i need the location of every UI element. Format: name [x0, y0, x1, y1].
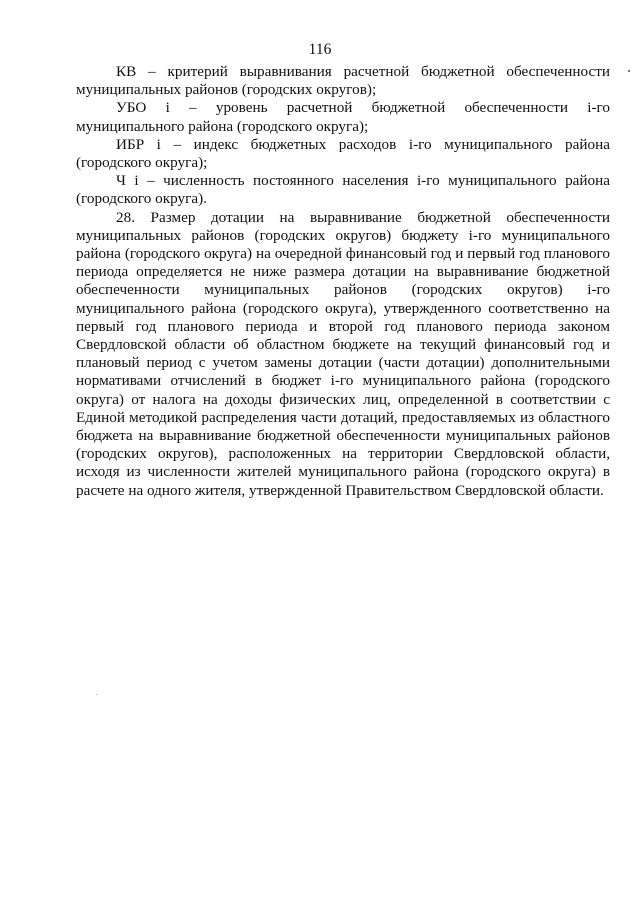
definition-kv: КВ – критерий выравнивания расчетной бюджетной обеспеченности муниципальных районов (городских округов);	[76, 63, 610, 99]
definition-ibr: ИБР i – индекс бюджетных расходов i-го муниципального района (городского округа);	[76, 135, 610, 172]
clause-28: 28. Размер дотации на выравнивание бюджетной обеспеченности муниципальных районов (городских округов) бюджету i-го муниципального района (городского округа) на очередной финансовый год и первый год планового периода определяется не ниже размера дотации на выравнивание бюджетной обеспеченности муниципальных районов (городских округов) i-го муниципального района (городского округа), утвержденного соответственно на первый год планового периода и второй год планового периода законом Свердловской области об областном бюджете на текущий финансовый год и плановый период с учетом замены дотации (части дотации) дополнительными нормативами отчислений в бюджет i-го муниципального района (городского округа) от налога на доходы физических лиц, определенной в соответствии с Единой методикой распределения части дотаций, предоставляемых из областного бюджета на выравнивание бюджетной обеспеченности муниципальных районов (городских округов), расположенных на территории Свердловской области, исходя из численности жителей муниципального района (городского округа) в расчете на одного жителя, утвержденной Правительством Свердловской области.	[76, 208, 610, 499]
document-body	[76, 63, 610, 500]
page-number: 116	[308, 41, 332, 58]
definition-ch: Ч i – численность постоянного населения i-го муниципального района (городского округа).	[76, 172, 610, 208]
scan-speck	[628, 70, 630, 72]
definition-ubo: УБО i – уровень расчетной бюджетной обеспеченности i-го муниципального района (городского округа);	[76, 99, 610, 135]
scan-speck	[96, 694, 97, 695]
